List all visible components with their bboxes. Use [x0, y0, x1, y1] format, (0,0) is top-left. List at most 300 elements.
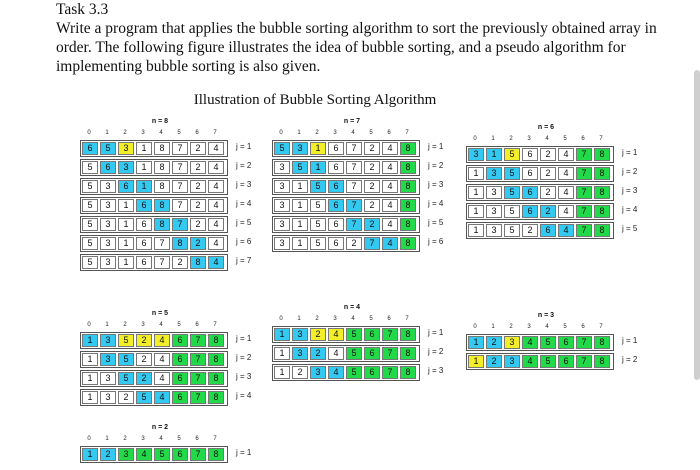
array-cell: 5	[136, 391, 152, 404]
index-label: 0	[473, 324, 477, 330]
index-label: 6	[195, 322, 199, 328]
array-cell: 4	[136, 448, 152, 461]
array-step-row	[80, 332, 252, 348]
array-cell: 2	[364, 199, 380, 212]
array-cell: 5	[346, 366, 362, 379]
j-step-label: j = 5	[622, 224, 638, 233]
vertical-scrollbar[interactable]	[694, 70, 700, 380]
array-box	[80, 370, 228, 387]
j-step-label: j = 4	[236, 199, 252, 208]
array-cell: 3	[100, 334, 116, 347]
array-cell: 6	[172, 448, 188, 461]
array-box	[466, 165, 614, 182]
array-box	[272, 345, 420, 362]
index-label: 6	[581, 136, 585, 142]
index-label: 7	[405, 130, 409, 136]
array-cell: 8	[594, 167, 610, 180]
array-box	[466, 353, 614, 370]
array-cell: 8	[594, 148, 610, 161]
index-label: 4	[159, 130, 163, 136]
array-cell: 6	[172, 391, 188, 404]
array-cell: 8	[400, 161, 416, 174]
array-cell: 6	[328, 142, 344, 155]
array-cell: 3	[100, 199, 116, 212]
array-box	[272, 197, 420, 214]
index-label: 6	[387, 130, 391, 136]
array-cell: 4	[382, 199, 398, 212]
j-step-label: j = 1	[622, 336, 638, 345]
array-cell: 3	[100, 391, 116, 404]
array-cell: 7	[382, 366, 398, 379]
array-cell: 3	[486, 186, 502, 199]
array-step-row	[466, 334, 638, 350]
array-cell: 1	[468, 355, 484, 368]
array-cell: 5	[118, 372, 134, 385]
array-cell: 3	[100, 180, 116, 193]
array-cell: 6	[136, 256, 152, 269]
array-cell: 2	[190, 199, 206, 212]
array-cell: 5	[100, 142, 116, 155]
pass-rows	[466, 334, 638, 372]
array-cell: 5	[82, 256, 98, 269]
array-cell: 3	[292, 328, 308, 341]
array-cell: 4	[328, 328, 344, 341]
index-label: 6	[195, 130, 199, 136]
array-step-row	[80, 178, 252, 194]
index-label: 1	[105, 322, 109, 328]
array-cell: 8	[154, 161, 170, 174]
array-box	[466, 334, 614, 351]
index-label: 7	[213, 322, 217, 328]
array-step-row	[80, 389, 252, 405]
array-cell: 2	[190, 180, 206, 193]
index-label: 4	[159, 322, 163, 328]
array-cell: 6	[172, 334, 188, 347]
array-cell: 3	[118, 448, 134, 461]
array-cell: 4	[382, 142, 398, 155]
array-cell: 7	[172, 180, 188, 193]
array-cell: 3	[100, 256, 116, 269]
array-box	[80, 351, 228, 368]
array-cell: 2	[292, 366, 308, 379]
index-header	[80, 322, 224, 328]
array-step-row	[466, 353, 638, 369]
array-cell: 1	[292, 199, 308, 212]
array-cell: 5	[540, 355, 556, 368]
j-step-label: j = 1	[428, 328, 444, 337]
array-cell: 3	[274, 199, 290, 212]
array-cell: 1	[310, 161, 326, 174]
array-cell: 4	[154, 353, 170, 366]
array-box	[80, 446, 228, 463]
array-cell: 7	[346, 180, 362, 193]
array-cell: 7	[190, 448, 206, 461]
array-cell: 3	[274, 237, 290, 250]
array-cell: 1	[468, 205, 484, 218]
array-cell: 8	[208, 334, 224, 347]
array-cell: 2	[190, 142, 206, 155]
array-cell: 1	[136, 180, 152, 193]
array-cell: 3	[274, 218, 290, 231]
index-header	[466, 136, 610, 142]
array-cell: 8	[208, 353, 224, 366]
j-step-label: j = 1	[236, 334, 252, 343]
array-step-row	[466, 184, 638, 200]
index-label: 2	[509, 324, 513, 330]
array-cell: 2	[540, 167, 556, 180]
index-label: 3	[527, 324, 531, 330]
array-step-row	[272, 235, 444, 251]
index-label: 7	[599, 136, 603, 142]
index-header	[272, 316, 416, 322]
array-cell: 2	[136, 334, 152, 347]
array-cell: 7	[190, 353, 206, 366]
j-step-label: j = 6	[428, 237, 444, 246]
array-cell: 5	[82, 161, 98, 174]
j-step-label: j = 2	[622, 167, 638, 176]
j-step-label: j = 1	[428, 142, 444, 151]
j-step-label: j = 3	[236, 372, 252, 381]
j-step-label: j = 3	[236, 180, 252, 189]
figure-title: Illustration of Bubble Sorting Algorithm	[193, 92, 437, 108]
array-cell: 1	[274, 347, 290, 360]
index-label: 1	[491, 136, 495, 142]
array-cell: 5	[154, 448, 170, 461]
array-cell: 4	[208, 142, 224, 155]
array-cell: 1	[136, 142, 152, 155]
array-box	[80, 235, 228, 252]
j-step-label: j = 2	[428, 347, 444, 356]
index-label: 0	[87, 322, 91, 328]
array-cell: 1	[118, 237, 134, 250]
array-cell: 7	[576, 205, 592, 218]
array-box	[466, 222, 614, 239]
array-cell: 8	[208, 448, 224, 461]
array-step-row	[80, 159, 252, 175]
array-cell: 5	[118, 334, 134, 347]
array-cell: 7	[382, 347, 398, 360]
array-cell: 5	[504, 167, 520, 180]
array-cell: 3	[486, 205, 502, 218]
index-label: 3	[141, 130, 145, 136]
array-cell: 3	[118, 142, 134, 155]
array-cell: 4	[208, 218, 224, 231]
array-cell: 6	[328, 199, 344, 212]
array-cell: 6	[328, 237, 344, 250]
array-box	[80, 332, 228, 349]
array-cell: 4	[382, 161, 398, 174]
array-cell: 3	[118, 161, 134, 174]
array-cell: 5	[82, 180, 98, 193]
array-cell: 1	[486, 148, 502, 161]
index-label: 1	[297, 130, 301, 136]
array-cell: 7	[190, 372, 206, 385]
array-cell: 2	[486, 355, 502, 368]
index-label: 0	[473, 136, 477, 142]
array-step-row	[80, 140, 252, 156]
array-step-row	[272, 364, 444, 380]
index-label: 2	[123, 130, 127, 136]
index-label: 5	[369, 130, 373, 136]
array-cell: 5	[504, 224, 520, 237]
array-cell: 5	[504, 205, 520, 218]
array-box	[272, 326, 420, 343]
array-cell: 8	[154, 218, 170, 231]
j-step-label: j = 3	[428, 180, 444, 189]
array-box	[80, 140, 228, 157]
array-cell: 8	[594, 205, 610, 218]
array-cell: 6	[118, 180, 134, 193]
array-cell: 5	[292, 161, 308, 174]
array-cell: 2	[172, 256, 188, 269]
array-cell: 6	[172, 372, 188, 385]
index-label: 2	[123, 436, 127, 442]
array-cell: 5	[504, 148, 520, 161]
j-step-label: j = 5	[428, 218, 444, 227]
array-cell: 3	[100, 353, 116, 366]
array-cell: 7	[172, 161, 188, 174]
array-cell: 8	[400, 328, 416, 341]
array-cell: 6	[136, 218, 152, 231]
pass-n-label: n = 3	[537, 312, 555, 319]
array-cell: 2	[100, 448, 116, 461]
array-step-row	[80, 216, 252, 232]
array-box	[272, 178, 420, 195]
index-label: 2	[315, 130, 319, 136]
array-cell: 2	[540, 148, 556, 161]
array-cell: 6	[364, 366, 380, 379]
array-cell: 1	[118, 199, 134, 212]
array-cell: 2	[364, 161, 380, 174]
array-step-row	[272, 326, 444, 342]
array-cell: 1	[82, 372, 98, 385]
index-header	[466, 324, 610, 330]
pass-n-label: n = 8	[151, 118, 169, 125]
array-cell: 4	[328, 347, 344, 360]
array-cell: 8	[154, 199, 170, 212]
array-cell: 3	[100, 372, 116, 385]
array-cell: 6	[364, 347, 380, 360]
index-label: 4	[159, 436, 163, 442]
pass-n-label: n = 2	[151, 424, 169, 431]
array-cell: 1	[136, 161, 152, 174]
array-box	[80, 197, 228, 214]
array-cell: 2	[522, 224, 538, 237]
array-cell: 4	[208, 180, 224, 193]
array-step-row	[272, 216, 444, 232]
array-cell: 7	[576, 148, 592, 161]
array-step-row	[80, 197, 252, 213]
j-step-label: j = 2	[622, 355, 638, 364]
index-header	[272, 130, 416, 136]
array-cell: 1	[468, 167, 484, 180]
index-label: 3	[333, 130, 337, 136]
index-header	[80, 130, 224, 136]
array-cell: 8	[172, 237, 188, 250]
index-label: 5	[369, 316, 373, 322]
array-box	[272, 216, 420, 233]
array-cell: 5	[540, 336, 556, 349]
j-step-label: j = 1	[622, 148, 638, 157]
array-step-row	[466, 222, 638, 238]
pass-rows	[80, 332, 252, 408]
array-cell: 5	[118, 353, 134, 366]
pass-n-label: n = 5	[151, 310, 169, 317]
array-cell: 7	[346, 218, 362, 231]
pass-rows	[80, 140, 252, 273]
index-label: 5	[177, 322, 181, 328]
index-label: 6	[195, 436, 199, 442]
array-cell: 8	[594, 336, 610, 349]
array-step-row	[272, 345, 444, 361]
j-step-label: j = 2	[236, 161, 252, 170]
array-cell: 6	[328, 180, 344, 193]
array-step-row	[272, 178, 444, 194]
array-box	[466, 184, 614, 201]
index-label: 5	[563, 324, 567, 330]
array-cell: 2	[136, 372, 152, 385]
pass-rows	[272, 140, 444, 254]
array-cell: 4	[382, 218, 398, 231]
array-box	[80, 254, 228, 271]
array-box	[466, 146, 614, 163]
index-label: 0	[87, 436, 91, 442]
index-label: 6	[581, 324, 585, 330]
index-label: 2	[315, 316, 319, 322]
j-step-label: j = 3	[622, 186, 638, 195]
array-cell: 8	[594, 355, 610, 368]
array-cell: 4	[558, 186, 574, 199]
pass-rows	[272, 326, 444, 383]
array-cell: 7	[576, 336, 592, 349]
index-label: 4	[351, 316, 355, 322]
index-label: 1	[105, 130, 109, 136]
index-label: 7	[599, 324, 603, 330]
array-step-row	[80, 446, 252, 462]
j-step-label: j = 5	[236, 218, 252, 227]
index-label: 3	[527, 136, 531, 142]
array-cell: 2	[486, 336, 502, 349]
pass-rows	[80, 446, 252, 465]
array-step-row	[272, 140, 444, 156]
array-step-row	[80, 370, 252, 386]
array-cell: 8	[400, 347, 416, 360]
array-cell: 1	[118, 256, 134, 269]
array-cell: 2	[540, 205, 556, 218]
array-cell: 8	[154, 180, 170, 193]
array-cell: 6	[558, 355, 574, 368]
pass-n-label: n = 4	[343, 304, 361, 311]
array-cell: 3	[486, 224, 502, 237]
index-label: 2	[123, 322, 127, 328]
array-cell: 7	[172, 142, 188, 155]
array-cell: 6	[328, 161, 344, 174]
array-cell: 8	[594, 186, 610, 199]
array-cell: 6	[100, 161, 116, 174]
array-cell: 1	[468, 186, 484, 199]
array-cell: 8	[594, 224, 610, 237]
array-cell: 4	[154, 334, 170, 347]
array-cell: 4	[328, 366, 344, 379]
array-box	[80, 389, 228, 406]
array-cell: 6	[522, 205, 538, 218]
array-cell: 5	[310, 199, 326, 212]
array-cell: 2	[364, 218, 380, 231]
task-description: Write a program that applies the bubble sorting algorithm to sort the previously obtained array in order. The following figure illustrates the idea of bubble sorting, and a pseudo algorithm for implementing bubble sorting is also given.	[56, 20, 657, 75]
array-cell: 6	[364, 328, 380, 341]
array-cell: 3	[292, 142, 308, 155]
array-cell: 4	[522, 336, 538, 349]
index-label: 5	[177, 130, 181, 136]
array-cell: 5	[310, 218, 326, 231]
array-cell: 3	[100, 237, 116, 250]
array-cell: 8	[400, 142, 416, 155]
array-cell: 2	[190, 237, 206, 250]
array-cell: 6	[522, 148, 538, 161]
j-step-label: j = 2	[428, 161, 444, 170]
j-step-label: j = 6	[236, 237, 252, 246]
array-cell: 1	[118, 218, 134, 231]
index-label: 7	[213, 130, 217, 136]
array-box	[80, 178, 228, 195]
index-label: 1	[297, 316, 301, 322]
array-cell: 4	[208, 199, 224, 212]
array-cell: 2	[190, 218, 206, 231]
array-cell: 2	[190, 161, 206, 174]
array-cell: 1	[82, 448, 98, 461]
array-box	[272, 140, 420, 157]
array-cell: 7	[346, 199, 362, 212]
index-label: 2	[509, 136, 513, 142]
array-cell: 8	[400, 199, 416, 212]
array-cell: 8	[208, 391, 224, 404]
array-cell: 6	[82, 142, 98, 155]
array-cell: 8	[400, 180, 416, 193]
array-cell: 6	[136, 237, 152, 250]
array-cell: 5	[310, 237, 326, 250]
array-box	[272, 159, 420, 176]
array-cell: 1	[292, 237, 308, 250]
index-label: 7	[213, 436, 217, 442]
array-cell: 2	[118, 391, 134, 404]
j-step-label: j = 1	[236, 142, 252, 151]
index-label: 5	[563, 136, 567, 142]
array-cell: 7	[172, 218, 188, 231]
array-cell: 8	[400, 237, 416, 250]
index-header	[80, 436, 224, 442]
array-cell: 4	[382, 180, 398, 193]
array-box	[466, 203, 614, 220]
array-step-row	[466, 165, 638, 181]
array-cell: 8	[208, 372, 224, 385]
j-step-label: j = 4	[428, 199, 444, 208]
array-cell: 1	[82, 353, 98, 366]
array-cell: 2	[364, 180, 380, 193]
array-cell: 6	[172, 353, 188, 366]
array-cell: 4	[558, 148, 574, 161]
array-cell: 4	[558, 167, 574, 180]
array-cell: 4	[208, 237, 224, 250]
array-cell: 5	[274, 142, 290, 155]
j-step-label: j = 7	[236, 256, 252, 265]
array-step-row	[80, 351, 252, 367]
array-cell: 3	[310, 366, 326, 379]
array-cell: 1	[468, 336, 484, 349]
array-box	[272, 235, 420, 252]
pass-n-label: n = 7	[343, 118, 361, 125]
array-cell: 2	[364, 142, 380, 155]
array-cell: 7	[576, 167, 592, 180]
